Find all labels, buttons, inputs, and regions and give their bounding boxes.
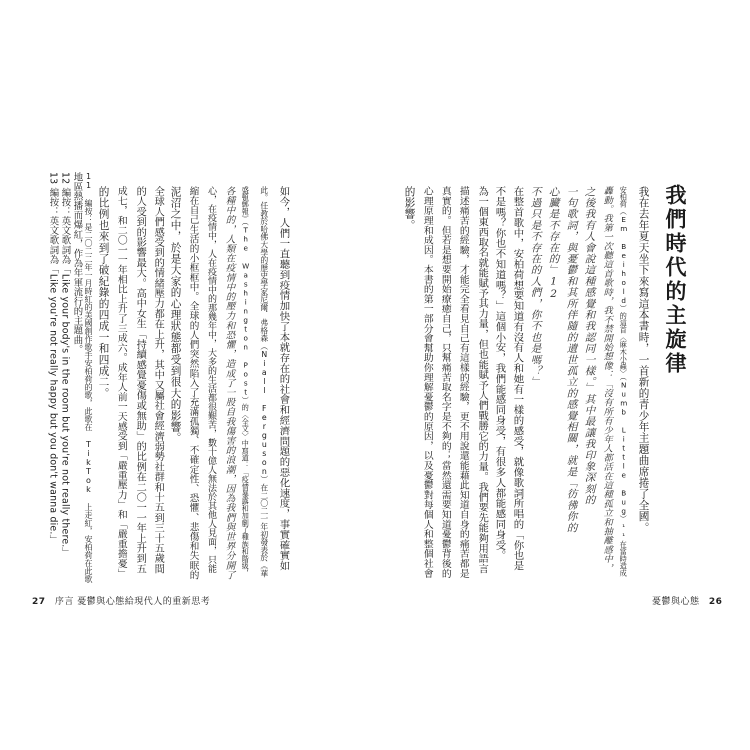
- right-footer-title: 憂鬱與心態: [652, 597, 700, 607]
- footnote-11-cont: 地區熱播而爆紅，作為年軍流行的主題曲。: [71, 172, 83, 355]
- left-body-col-11: 的比例也來到了破紀錄的四成一和四成二。: [97, 186, 110, 399]
- left-body-col-8: 全球人們感受到的情緒壓力都在上升，其中又屬社會經濟弱勢社群和十五到三十五歲間: [152, 186, 164, 574]
- left-body-col-2: 此。任教於哈佛大學的歷史學家尼爾．弗格森（Niall Ferguson）在二〇二一年初發表於《華: [259, 186, 269, 578]
- left-footer-title: 憂鬱與心態給現代人的重新思考: [77, 597, 211, 607]
- right-body-col-1: 我在去年夏天坐下來寫這本書時，一首新的青少年主題曲席捲了全國。: [637, 186, 650, 534]
- right-body-col-5: 一句歌詞，與憂鬱和其所伴隨的遺世孤立的感覺相關，就是「彷彿你的: [565, 186, 578, 534]
- left-body-col-7: 泥沼之中，於是大家的心理狀態都受到很大的影響。: [169, 186, 182, 444]
- left-footer: [26, 594, 210, 607]
- left-body-col-1: 如今，人們一直聽到疫情加快了本就存在的社會和經濟問題的惡化速度，事實確實如: [277, 186, 290, 571]
- left-body-col-6: 縮在自己生活的小框框中。全球的人們突然陷入了充滿孤獨、不確定性、恐懼、悲傷和失眠的: [187, 186, 199, 580]
- footnote-12: 12 編按：英文歌詞為「Like your body's in the room but you're not really there.」: [59, 172, 71, 558]
- right-body-col-11: 描述痛苦的經驗，才能完全看見自己有這樣的經驗，更不用說還能藉此知道自身的痛苦都是: [457, 186, 469, 578]
- left-body-col-9: 的人受到的影響最大。高中女生「持續感覺憂傷或無助」的比例在二〇一一年上升到五: [134, 186, 146, 574]
- right-body-col-7: 不過只是不存在的人們，你不也是嗎？」: [529, 186, 542, 388]
- right-body-col-14: 的影響。: [403, 186, 416, 231]
- right-body-col-4: 之後我有人會說這種感覺和我認同一樣。」其中最讓我印象深刻的: [583, 186, 596, 506]
- right-body-col-8: 在整首歌中，安柏荷想要知道有沒有人和她有一樣的感受，就像歌詞所唱的「你也是: [511, 186, 524, 571]
- right-body-col-2: 安柏荷（Em Beihold）的這首〈麻木小蟲〉（Numb Little Bug）¹¹在當時造成: [619, 186, 629, 577]
- footnote-13: 13 編按：英文歌詞為「Like you're not really happy but you don't wanna die.」: [47, 172, 59, 545]
- right-body-col-6: 心臟是不存在的」12: [547, 186, 560, 301]
- right-body-col-9: 不是嗎？你也不知道嗎？」這個小安，我們能感同身受，有很多人都能感同身受。: [493, 186, 506, 561]
- footnote-11: 11 編按：是二〇二二年一月時紅的美國創作歌手安柏荷的歌，此歌在 TikTok 上走紅，安柏荷在此歌: [84, 172, 93, 583]
- right-body-col-12: 真實的。但若是想要開始療癒自己，只幫痛苦取名字是不夠的；當然還需要知道憂鬱背後的: [439, 186, 451, 578]
- right-footer: [652, 594, 728, 607]
- left-page-number: 27: [32, 597, 46, 607]
- left-body-col-4: 各種中的，人類在疫情中的壓力和恐懼，造成了一股自我傷害的浪潮，因為我們與世界分開了: [223, 186, 235, 580]
- left-body-col-5: 心，在疫情中，人在疫情中的那幾年中，大多的生活都很艱苦，數十億人無法於其他人見面，只能: [206, 186, 216, 573]
- right-body-col-3: 轟動。我第一次聽這首歌時，我不禁開始想像：「沒有所有少年人都活在這種孤立和抽離感中，: [601, 186, 613, 573]
- right-page-number: 26: [708, 597, 723, 607]
- left-body-col-10: 成七，和二〇一一年相比上升了三成六。成年人前一天感受到「嚴重壓力」和「嚴重擔憂」: [115, 186, 127, 578]
- right-body-col-13: 心理原理和成因。本書的第一部分會幫助你理解憂鬱的原因，以及憂鬱對每個人和整個社會: [421, 186, 433, 578]
- left-body-col-3: 盛頓郵報》（The Washington Post）的〈全文〉中寫道：「疫情暴露和加劇了種族和階級，: [241, 186, 251, 577]
- chapter-title: 我們時代的主旋律: [663, 184, 687, 376]
- right-body-col-10: 為一個東西取名就能賦予其力量，但也能賦予人們戰勝它的力量。我們要先能夠用語言: [476, 186, 488, 574]
- left-footer-chapter: 序言: [54, 597, 74, 607]
